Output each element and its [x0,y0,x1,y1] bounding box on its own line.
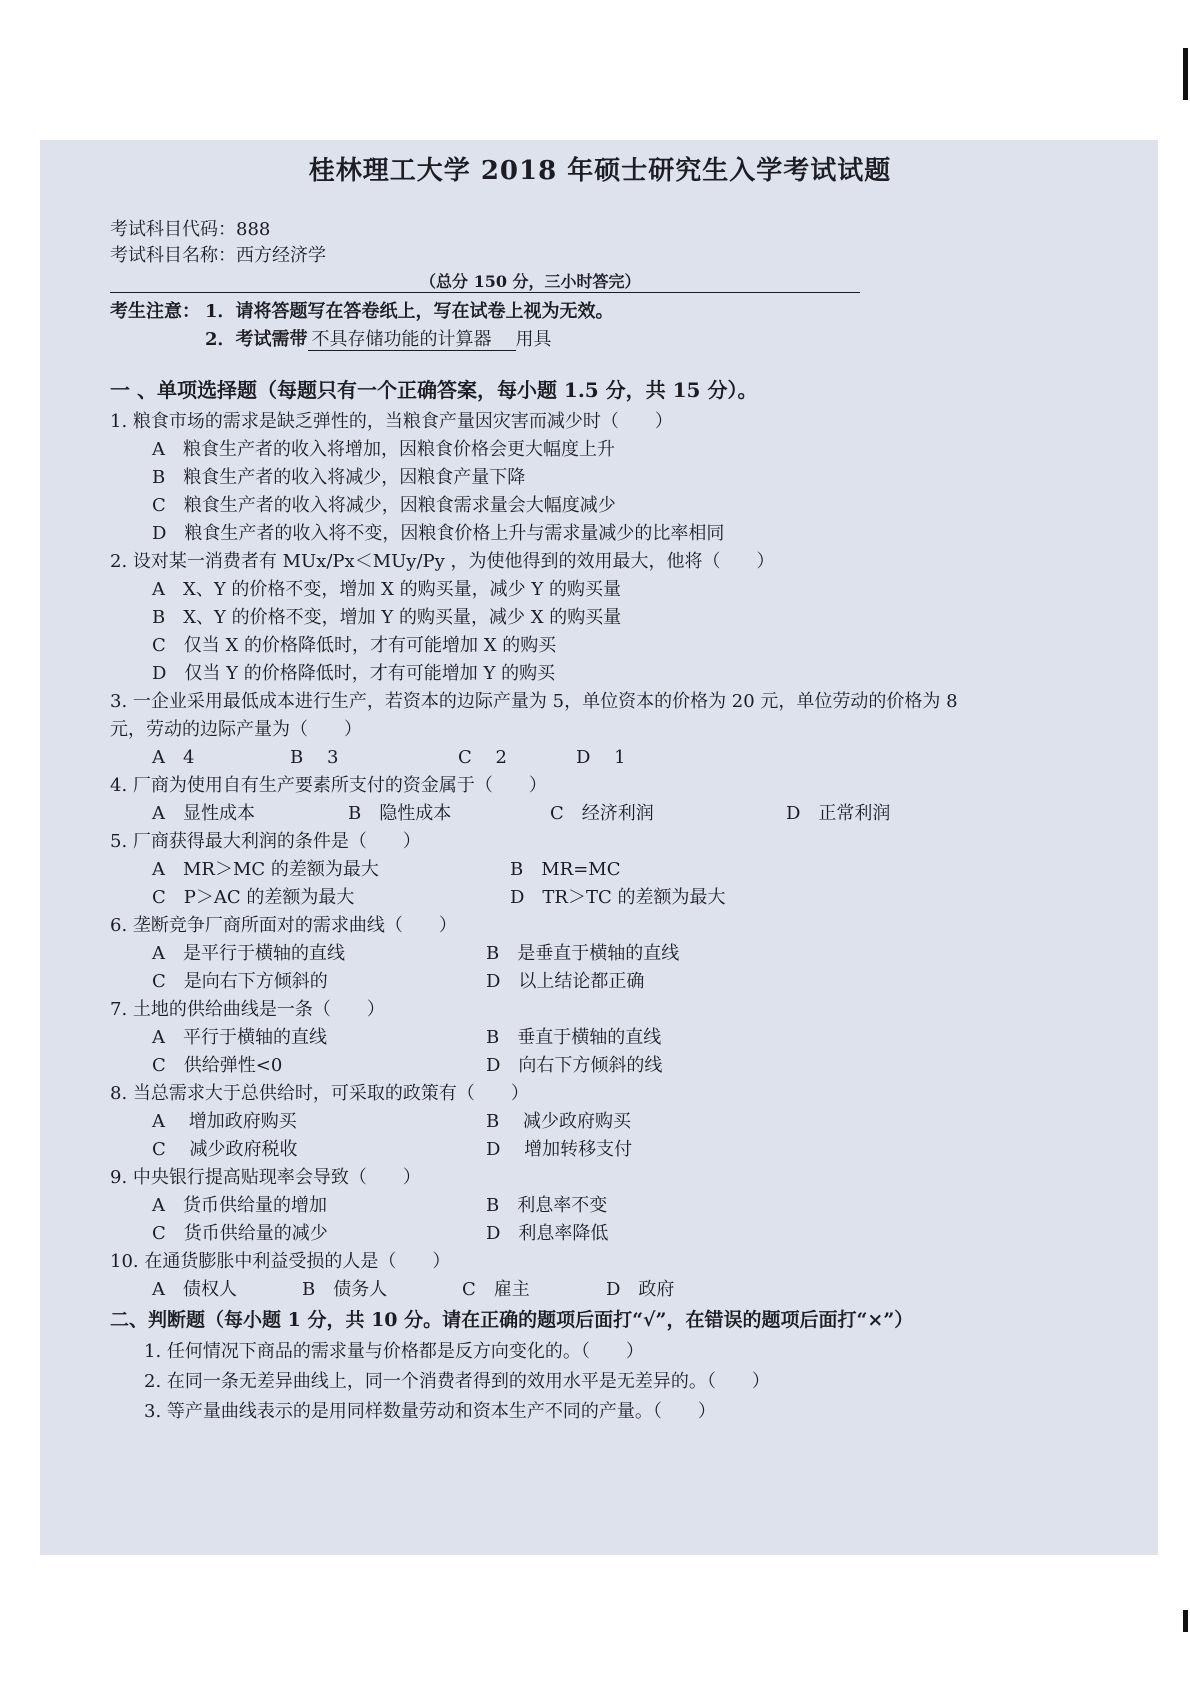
subject-code: 考试科目代码：888 [110,219,271,240]
notice-label: 考生注意： [110,301,200,322]
notice-2 [205,328,552,352]
question-6-option-c: C 是向右下方倾斜的 [152,971,328,992]
question-4-stem: 4. 厂商为使用自有生产要素所支付的资金属于（ ） [110,775,547,796]
scan-edge-mark-bottom [1183,1610,1188,1632]
question-2-option-a: A X、Y 的价格不变，增加 X 的购买量，减少 Y 的购买量 [152,579,621,600]
notice-2-prefix: 2．考试需带 [205,329,308,350]
section2-title: 二、判断题（每小题 1 分，共 10 分。请在正确的题项后面打“√”，在错误的题项后面打“×”） [110,1309,914,1331]
subject-name: 考试科目名称：西方经济学 [110,245,326,266]
question-9-option-a: A 货币供给量的增加 [152,1195,327,1216]
question-7-option-b: B 垂直于横轴的直线 [486,1027,662,1048]
exam-paper-sheet [40,140,1158,1555]
question-9-option-c: C 货币供给量的减少 [152,1223,328,1244]
question-7-option-a: A 平行于横轴的直线 [152,1027,327,1048]
question-3-option-d: D 1 [576,747,626,768]
question-5-option-b: B MR=MC [510,859,621,880]
question-9-option-b: B 利息率不变 [486,1195,608,1216]
judgement-item-3: 3. 等产量曲线表示的是用同样数量劳动和资本生产不同的产量。（ ） [144,1401,716,1422]
question-5-stem: 5. 厂商获得最大利润的条件是（ ） [110,831,421,852]
question-8-option-b: B 减少政府购买 [486,1111,631,1132]
question-8-option-c: C 减少政府税收 [152,1139,298,1160]
question-10-option-d: D 政府 [606,1279,675,1300]
question-7-option-d: D 向右下方倾斜的线 [486,1055,663,1076]
question-6-option-a: A 是平行于横轴的直线 [152,943,345,964]
question-4-option-d: D 正常利润 [786,803,891,824]
question-8-option-a: A 增加政府购买 [152,1111,297,1132]
question-2-option-d: D 仅当 Y 的价格降低时，才有可能增加 Y 的购买 [152,663,556,684]
question-1-stem: 1. 粮食市场的需求是缺乏弹性的，当粮食产量因灾害而减少时（ ） [110,411,673,432]
question-10-option-a: A 债权人 [152,1279,237,1300]
section1-title: 一 、单项选择题（每题只有一个正确答案，每小题 1.5 分，共 15 分）。 [110,378,758,402]
judgement-item-1: 1. 任何情况下商品的需求量与价格都是反方向变化的。（ ） [144,1341,644,1362]
question-4-option-a: A 显性成本 [152,803,255,824]
question-5-option-a: A MR＞MC 的差额为最大 [152,859,379,880]
judgement-item-2: 2. 在同一条无差异曲线上，同一个消费者得到的效用水平是无差异的。（ ） [144,1371,770,1392]
question-4-option-c: C 经济利润 [550,803,654,824]
question-7-option-c: C 供给弹性<0 [152,1055,283,1076]
notice-2-suffix: 用具 [515,329,552,350]
question-2-stem: 2. 设对某一消费者有 MUx/Px＜MUy/Py ，为使他得到的效用最大，他将（ ） [110,551,775,572]
question-3-stem-cont: 元，劳动的边际产量为（ ） [110,719,362,740]
question-2-option-c: C 仅当 X 的价格降低时，才有可能增加 X 的购买 [152,635,557,656]
question-10-option-b: B 债务人 [302,1279,388,1300]
question-2-option-b: B X、Y 的价格不变，增加 Y 的购买量，减少 X 的购买量 [152,607,622,628]
question-1-option-a: A 粮食生产者的收入将增加，因粮食价格会更大幅度上升 [152,439,615,460]
score-note: （总分 150 分，三小时答完） [420,272,641,291]
question-10-stem: 10. 在通货膨胀中利益受损的人是（ ） [110,1251,451,1272]
question-7-stem: 7. 土地的供给曲线是一条（ ） [110,999,385,1020]
question-3-option-a: A 4 [152,747,195,768]
question-8-stem: 8. 当总需求大于总供给时，可采取的政策有（ ） [110,1083,529,1104]
question-8-option-d: D 增加转移支付 [486,1139,633,1160]
notice-1: 1．请将答题写在答卷纸上，写在试卷上视为无效。 [205,301,614,322]
question-9-stem: 9. 中央银行提高贴现率会导致（ ） [110,1167,421,1188]
exam-title: 桂林理工大学 2018 年硕士研究生入学考试试题 [308,156,892,186]
scan-edge-mark-top [1183,48,1188,100]
question-1-option-d: D 粮食生产者的收入将不变，因粮食价格上升与需求量减少的比率相同 [152,523,725,544]
question-9-option-d: D 利息率降低 [486,1223,609,1244]
question-5-option-d: D TR＞TC 的差额为最大 [510,887,726,908]
question-10-option-c: C 雇主 [462,1279,530,1300]
question-6-stem: 6. 垄断竞争厂商所面对的需求曲线（ ） [110,915,457,936]
question-6-option-b: B 是垂直于横轴的直线 [486,943,680,964]
question-3-option-b: B 3 [290,747,339,768]
question-6-option-d: D 以上结论都正确 [486,971,645,992]
question-3-option-c: C 2 [458,747,507,768]
question-4-option-b: B 隐性成本 [348,803,452,824]
question-3-stem: 3. 一企业采用最低成本进行生产，若资本的边际产量为 5，单位资本的价格为 20 元，单位劳动的价格为 8 [110,691,958,712]
question-5-option-c: C P＞AC 的差额为最大 [152,887,355,908]
question-1-option-c: C 粮食生产者的收入将减少，因粮食需求量会大幅度减少 [152,495,616,516]
question-1-option-b: B 粮食生产者的收入将减少，因粮食产量下降 [152,467,526,488]
header-divider [110,292,860,293]
notice-2-item: 不具存储功能的计算器 [308,329,516,351]
